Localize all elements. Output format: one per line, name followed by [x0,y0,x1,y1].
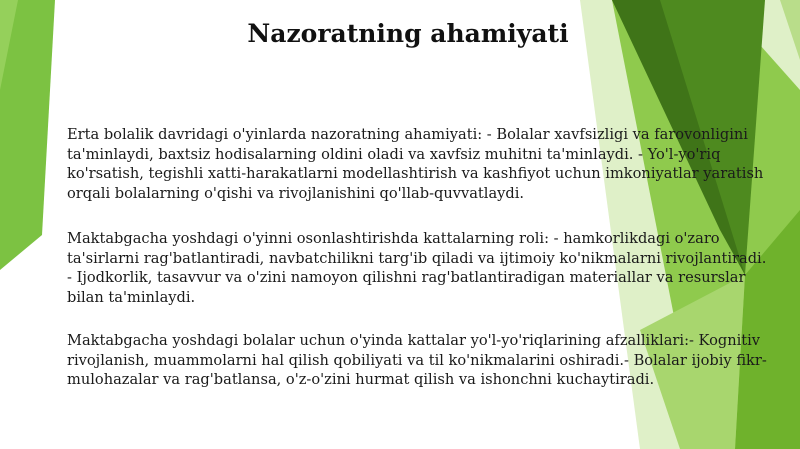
paragraph-kattalar-roli: Maktabgacha yoshdagi o'yinni osonlashtirishda kattalarning roli: - hamkorlikdagi o'zaro ta'sirlarni rag'batlantiradi, navbatchilikni targ'ib qiladi va ijtimoiy ko'nikmalarni rivojlantiradi. - Ijodkorlik, tasavvur va o'zini namoyon qilishni rag'batlantiradigan materiallar va resurslar bilan ta'minlaydi. [67,230,767,306]
paragraph-nazorat-ahamiyati: Erta bolalik davridagi o'yinlarda nazoratning ahamiyati: - Bolalar xavfsizligi va farovonligini ta'minlaydi, baxtsiz hodisalarning oldini oladi va xavfsiz muhitni ta'minlaydi. - Yo'l-yo'riq ko'rsatish, tegishli xatti-harakatlarni modellashtirish va kashfiyot uchun imkoniyatlar yaratish orqali bolalarning o'qishi va rivojlanishini qo'llab-quvvatlaydi. [67,126,764,202]
paragraph-afzalliklar: Maktabgacha yoshdagi bolalar uchun o'yinda kattalar yo'l-yo'riqlarining afzalliklari:- Kognitiv rivojlanish, muammolarni hal qilish qobiliyati va til ko'nikmalarini oshiradi.- Bolalar ijobiy fikr-mulohazalar va rag'batlansa, o'z-o'zini hurmat qilish va ishonchni kuchaytiradi. [67,332,767,388]
slide-title: Nazoratning ahamiyati [247,19,569,48]
